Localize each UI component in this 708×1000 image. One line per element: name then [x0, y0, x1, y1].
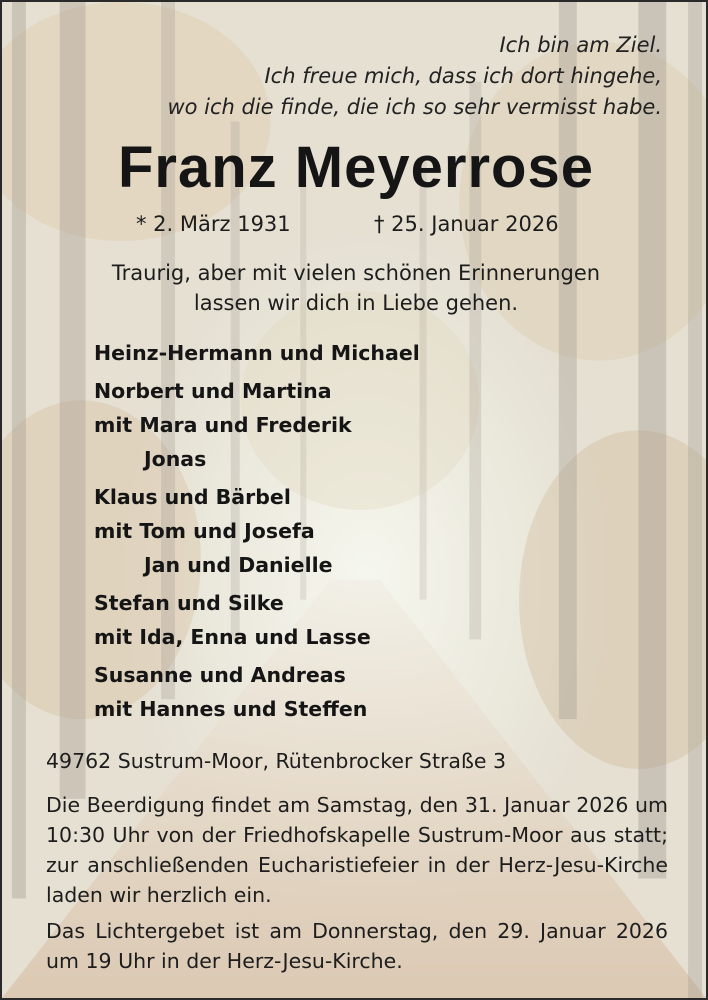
birth-date: * 2. März 1931: [136, 212, 291, 236]
address: 49762 Sustrum-Moor, Rütenbrocker Straße 3: [46, 749, 507, 773]
family-line: Susanne und Andreas: [94, 663, 346, 687]
family-line: Norbert und Martina: [94, 379, 332, 403]
family-group: [94, 336, 420, 370]
family-line: mit Hannes und Steffen: [94, 697, 368, 721]
intro-line: lassen wir dich in Liebe gehen.: [193, 291, 519, 315]
family-line: Jonas: [144, 447, 207, 471]
quote-line: Ich freue mich, dass ich dort hingehe,: [264, 64, 662, 88]
family-line: mit Mara und Frederik: [94, 413, 352, 437]
family-group: [94, 374, 352, 476]
death-date: † 25. Januar 2026: [374, 212, 559, 236]
family-group: [94, 480, 333, 582]
quote: [167, 30, 662, 123]
family-group: [94, 586, 371, 654]
quote-line: Ich bin am Ziel.: [499, 33, 662, 57]
notice-content: [2, 2, 706, 998]
family-line: mit Ida, Enna und Lasse: [94, 625, 371, 649]
funeral-info: Die Beerdigung findet am Samstag, den 31. Januar 2026 um 10:30 Uhr von der Friedhofskapelle Sustrum-Moor aus statt; zur anschließenden Eucharistiefeier in der Herz-Jesu-Kirche laden wir herzlich ein.: [46, 793, 668, 907]
family-line: Stefan und Silke: [94, 591, 284, 615]
intro-line: Traurig, aber mit vielen schönen Erinnerungen: [111, 261, 601, 285]
family-line: Klaus und Bärbel: [94, 485, 291, 509]
family-line: Jan und Danielle: [144, 553, 333, 577]
family-line: mit Tom und Josefa: [94, 519, 315, 543]
family-group: [94, 658, 367, 726]
intro-text: [2, 258, 708, 318]
quote-line: wo ich die finde, die ich so sehr vermisst habe.: [167, 95, 662, 119]
deceased-name: Franz Meyerrose: [118, 135, 594, 200]
prayer-info: Das Lichtergebet ist am Donnerstag, den 29. Januar 2026 um 19 Uhr in der Herz-Jesu-Kirche.: [46, 919, 668, 973]
family-line: Heinz-Hermann und Michael: [94, 341, 420, 365]
